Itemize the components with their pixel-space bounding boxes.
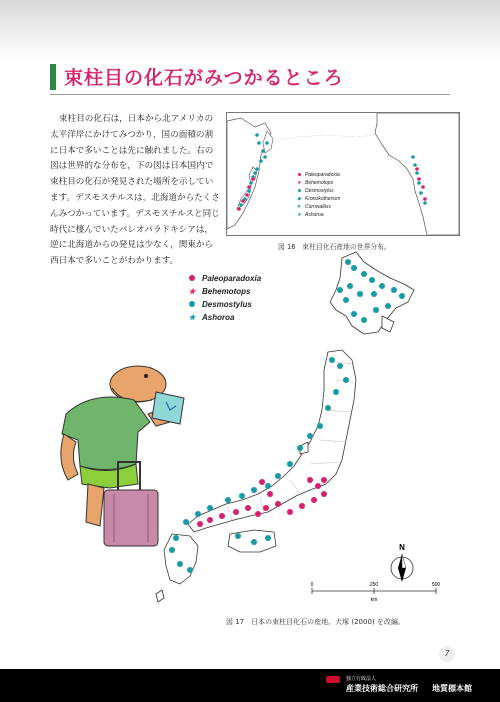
japan-map-legend-label: Ashoroa (202, 313, 235, 322)
japan-locality-marker (329, 357, 335, 363)
japan-locality-marker (299, 503, 305, 509)
world-map-legend-symbol: ◆ (297, 196, 301, 202)
world-locality-marker (415, 171, 419, 175)
aist-logo (326, 676, 340, 683)
world-locality-marker (251, 177, 255, 181)
japan-locality-marker (207, 517, 213, 523)
japan-map-legend-item (188, 272, 261, 285)
japan-locality-marker (239, 493, 245, 499)
body-paragraph: 束柱目の化石は，日本から北アメリカの太平洋岸にかけてみつかり，国の面積の割に日本で多いことは先に触れました。右の図は世界的な分布を，下の図は日本国内で束柱目の化石が発見された場所を示しています。デスモスチルスは，北海道からたくさんみつかっています。デスモスチルスと同じ時代に棲んでいたパレオパラドキシアは，逆に北海道からの発見は少なく，関東から西日本で多いことがわかります。 (50, 114, 220, 267)
north-compass (391, 554, 413, 582)
japan-locality-marker (311, 497, 317, 503)
world-map (226, 112, 460, 236)
figure-16-caption: 図 16 束柱目化石産地の世界分布。 (278, 243, 391, 251)
japan-locality-marker (333, 389, 339, 395)
world-locality-marker (255, 167, 259, 171)
footer-org-type: 独立行政法人 (346, 676, 377, 682)
japan-locality-marker (345, 259, 351, 265)
scale-unit: km (370, 597, 378, 603)
world-locality-marker (247, 189, 251, 193)
scale-label-250: 250 (369, 582, 379, 588)
japan-locality-marker (337, 287, 343, 293)
japan-locality-marker (219, 513, 225, 519)
footer-museum-name: 地質標本館 (432, 684, 472, 693)
world-locality-marker (247, 185, 251, 189)
world-locality-marker (259, 159, 263, 163)
japan-locality-marker (391, 287, 397, 293)
japan-locality-marker (343, 377, 349, 383)
japan-locality-marker (361, 317, 367, 323)
japan-locality-marker (343, 297, 349, 303)
japan-map-legend-label: Desmostylus (202, 300, 252, 309)
japan-map-legend-label: Paleoparadoxia (202, 274, 262, 283)
japan-locality-marker (197, 521, 203, 527)
world-locality-marker (249, 181, 253, 185)
japan-locality-marker (325, 405, 331, 411)
world-map-legend-item (296, 211, 340, 219)
world-locality-marker (417, 181, 421, 185)
world-locality-marker (423, 197, 427, 201)
japan-locality-marker (207, 505, 213, 511)
japan-locality-marker (371, 291, 377, 297)
japan-locality-marker (195, 511, 201, 517)
japan-locality-marker (245, 505, 251, 511)
page-title: 束柱目の化石がみつかるところ (64, 67, 344, 89)
world-locality-marker (263, 155, 267, 159)
japan-locality-marker (317, 423, 323, 429)
scale-bar (312, 588, 436, 594)
japan-map-legend-label: Behemotops (202, 287, 251, 296)
world-map-legend-symbol (296, 187, 302, 195)
japan-map-legend (188, 272, 261, 324)
japan-locality-marker (307, 477, 313, 483)
japan-map-legend-symbol (188, 272, 196, 285)
world-locality-marker (253, 171, 257, 175)
world-locality-marker (421, 185, 425, 189)
japan-locality-marker (297, 445, 303, 451)
world-locality-marker (415, 167, 419, 171)
title-divider (50, 94, 450, 95)
world-locality-marker (255, 133, 259, 137)
world-map-legend-item (296, 179, 340, 187)
world-map-legend-item (296, 195, 340, 203)
japan-locality-marker (357, 291, 363, 297)
japan-map-legend-item (188, 311, 261, 324)
japan-locality-marker (275, 501, 281, 507)
japan-locality-marker (347, 283, 353, 289)
body-text (50, 112, 220, 270)
japan-map-legend-item (188, 298, 261, 311)
japan-locality-marker (351, 311, 357, 317)
world-map-legend (296, 171, 340, 219)
world-map-legend-symbol: ★ (296, 180, 302, 186)
japan-locality-marker (265, 483, 271, 489)
japan-locality-marker (351, 265, 357, 271)
japan-locality-marker (361, 271, 367, 277)
japan-locality-marker (187, 567, 193, 573)
japan-locality-marker (259, 479, 265, 485)
world-map-legend-label: Behemotops (305, 180, 334, 186)
world-locality-marker (265, 141, 269, 145)
world-locality-marker (241, 199, 245, 203)
world-map-legend-label: Cornwallius (305, 204, 331, 210)
japan-locality-marker (235, 533, 241, 539)
world-map-legend-symbol: ▼ (296, 204, 302, 210)
japan-map-legend-symbol: ★ (188, 313, 196, 322)
japan-locality-marker (287, 461, 293, 467)
japan-map-legend-symbol: ★ (188, 287, 196, 296)
japan-locality-marker (287, 509, 293, 515)
world-locality-marker (423, 201, 427, 205)
world-locality-marker (237, 207, 241, 211)
japan-locality-marker (267, 491, 273, 497)
japan-locality-marker (307, 433, 313, 439)
header-decoration (0, 0, 500, 60)
world-map-legend-symbol: ★ (296, 212, 302, 218)
footer-bar (0, 669, 500, 702)
japan-locality-marker (315, 483, 321, 489)
japan-locality-marker (233, 509, 239, 515)
footer-org-name: 産業技術総合研究所 (346, 684, 418, 693)
scale-label-0: 0 (310, 582, 314, 588)
world-locality-marker (419, 191, 423, 195)
world-map-legend-item (296, 203, 340, 211)
japan-locality-marker (255, 511, 261, 517)
japan-locality-marker (321, 491, 327, 497)
japan-locality-marker (263, 505, 269, 511)
japan-locality-marker (251, 539, 257, 545)
world-map-legend-label: Ashoroa (305, 212, 324, 218)
japan-locality-marker (177, 561, 183, 567)
title-accent-bar (50, 64, 56, 90)
world-map-legend-label: Paleoparadoxia (305, 172, 340, 178)
japan-locality-marker (225, 497, 231, 503)
japan-locality-marker (369, 277, 375, 283)
world-locality-marker (411, 155, 415, 159)
world-map-legend-symbol (296, 171, 302, 179)
compass-north-label: N (399, 543, 405, 552)
figure-17-caption: 図 17 日本の束柱目化石の産地。犬塚 (2000) を改編。 (226, 618, 405, 626)
scale-label-500: 500 (431, 582, 441, 588)
japan-locality-marker (251, 487, 257, 493)
world-map-legend-item (296, 187, 340, 195)
world-map-legend-item (296, 171, 340, 179)
japan-locality-marker (275, 473, 281, 479)
mascot-illustration (52, 362, 192, 550)
world-locality-marker (417, 177, 421, 181)
japan-locality-marker (265, 535, 271, 541)
japan-locality-marker (321, 477, 327, 483)
world-locality-marker (239, 203, 243, 207)
world-locality-marker (257, 141, 261, 145)
world-locality-marker (413, 163, 417, 167)
japan-map-legend-symbol (188, 298, 196, 311)
world-locality-marker (261, 149, 265, 153)
japan-map-legend-item (188, 285, 261, 298)
world-map-legend-label: Kronokotherium (305, 196, 341, 202)
page-number: 7 (439, 646, 455, 662)
world-locality-marker (245, 193, 249, 197)
world-map-marks (227, 113, 459, 235)
japan-locality-marker (385, 303, 391, 309)
japan-locality-marker (379, 283, 385, 289)
world-map-legend-label: Desmostylus (305, 188, 334, 194)
japan-locality-marker (373, 307, 379, 313)
japan-locality-marker (399, 293, 405, 299)
japan-locality-marker (337, 363, 343, 369)
